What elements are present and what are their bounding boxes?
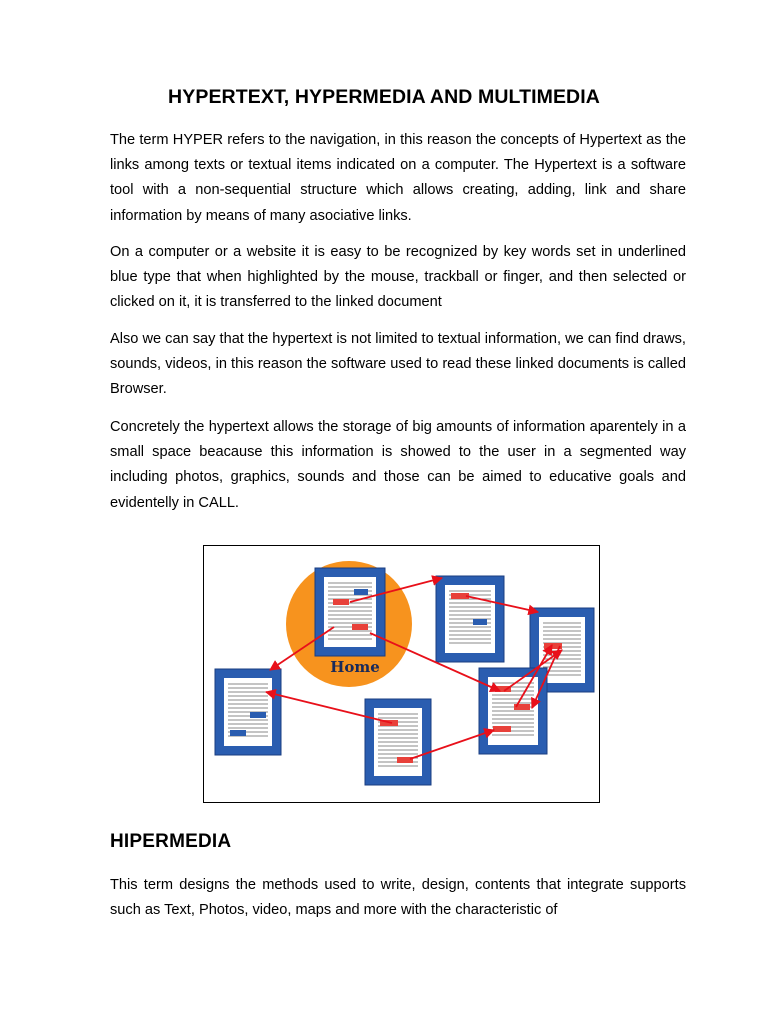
- paragraph-hipermedia: This term designs the methods used to write, design, contents that integrate supports such as Text, Photos, video, maps and more with the characteristic of: [110, 877, 686, 919]
- paragraph-recognition: On a computer or a website it is easy to be recognized by key words set in underlined blue type that when highlighted by the mouse, trackball or finger, and then selected or clicked on it, it is transferred to the linked document: [110, 244, 686, 311]
- doc-home: [315, 568, 385, 656]
- doc-left: [215, 669, 281, 755]
- page-title: HYPERTEXT, HYPERMEDIA AND MULTIMEDIA: [168, 86, 600, 108]
- paragraph-browser: Also we can say that the hypertext is not limited to textual information, we can find draws, sounds, videos, in this reason the software used to read these linked documents is called Browser.: [110, 331, 686, 398]
- paragraph-storage: Concretely the hypertext allows the storage of big amounts of information aparentely in a small space beacause this information is showed to the user in a segmented way including photos, graphics, sounds and those can be aimed to educative goals and evidentelly in CALL.: [110, 419, 686, 511]
- home-label: Home: [330, 658, 380, 676]
- doc-top-middle: [436, 576, 504, 662]
- section-heading-hipermedia: HIPERMEDIA: [110, 831, 232, 852]
- paragraph-intro: The term HYPER refers to the navigation, in this reason the concepts of Hypertext as the links among texts or textual items indicated on a computer. The Hypertext is a software tool with a non-sequential structure which allows creating, adding, link and share information by means of many asociative links.: [110, 132, 686, 224]
- hypertext-diagram: [203, 545, 600, 803]
- doc-cluster-front: [479, 668, 547, 754]
- doc-bottom-middle: [365, 699, 431, 785]
